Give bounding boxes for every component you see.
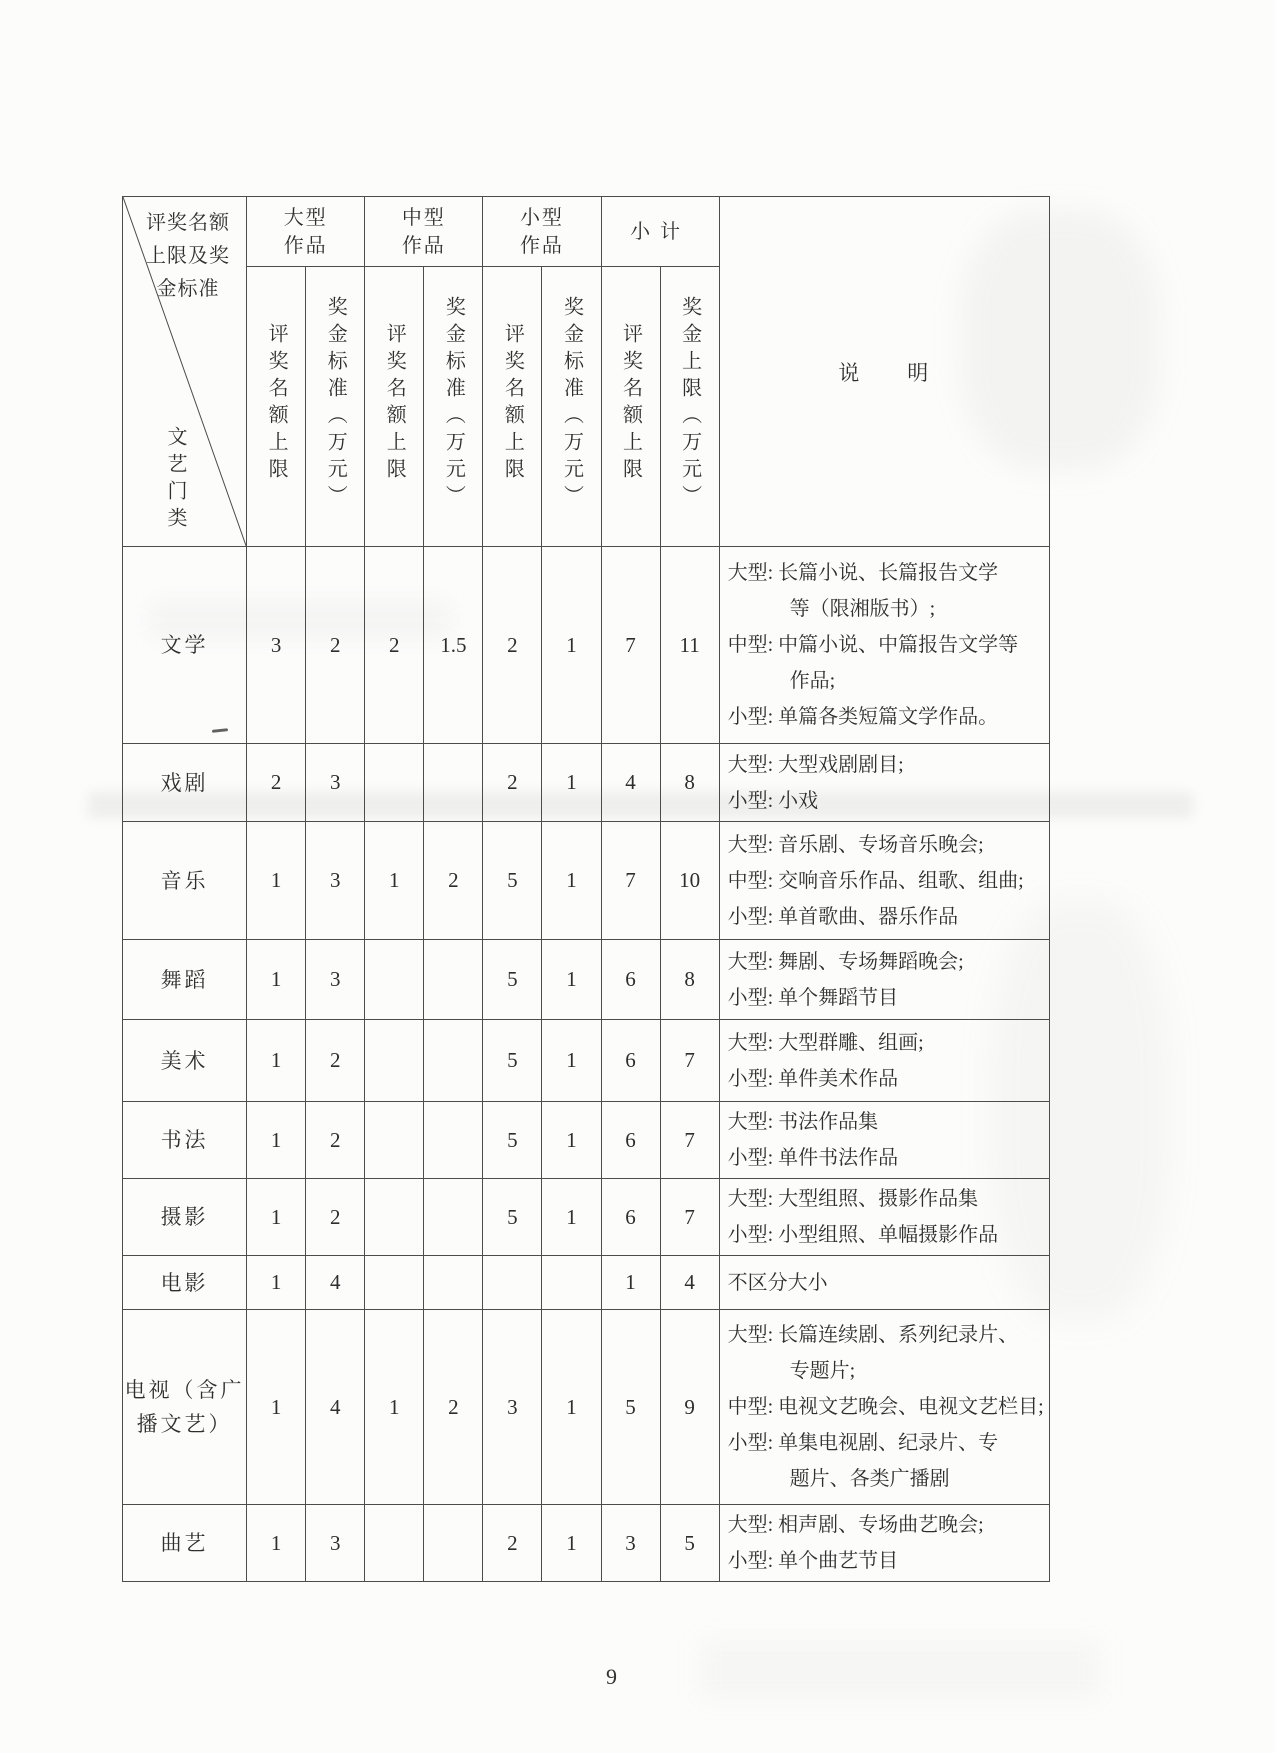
value-cell: 3 [306, 1505, 365, 1582]
value-cell [365, 1505, 424, 1582]
corner-cell [123, 197, 247, 547]
value-cell: 2 [424, 822, 483, 940]
value-cell [424, 1256, 483, 1310]
value-cell: 7 [601, 547, 660, 744]
note-cell: 大型: 大型群雕、组画; 小型: 单件美术作品 [719, 1020, 1049, 1102]
group-header-large: 大型作品 [247, 197, 365, 267]
subheader-prize: 奖金标准（万元） [424, 267, 483, 547]
value-cell [365, 744, 424, 822]
page-number: 9 [606, 1664, 617, 1689]
value-cell: 2 [483, 744, 542, 822]
subheader-quota: 评奖名额上限 [601, 267, 660, 547]
category-cell: 文学 [123, 547, 247, 744]
category-cell: 电影 [123, 1256, 247, 1310]
value-cell: 1 [542, 744, 601, 822]
value-cell: 2 [483, 547, 542, 744]
table-row [123, 1310, 1050, 1505]
value-cell: 11 [660, 547, 719, 744]
value-cell: 1 [247, 822, 306, 940]
category-cell: 美术 [123, 1020, 247, 1102]
value-cell: 6 [601, 1020, 660, 1102]
value-cell: 5 [660, 1505, 719, 1582]
value-cell: 3 [483, 1310, 542, 1505]
value-cell: 1 [542, 547, 601, 744]
note-cell: 大型: 音乐剧、专场音乐晚会; 中型: 交响音乐作品、组歌、组曲; 小型: 单首歌曲、器乐作品 [719, 822, 1049, 940]
value-cell [365, 940, 424, 1020]
value-cell: 2 [306, 1020, 365, 1102]
value-cell: 1 [247, 1505, 306, 1582]
value-cell: 1 [542, 1505, 601, 1582]
value-cell: 1 [365, 822, 424, 940]
table-row [123, 822, 1050, 940]
value-cell [365, 1256, 424, 1310]
note-cell: 大型: 书法作品集 小型: 单件书法作品 [719, 1102, 1049, 1179]
category-cell: 戏剧 [123, 744, 247, 822]
value-cell: 1 [247, 1102, 306, 1179]
note-cell: 大型: 长篇小说、长篇报告文学 等（限湘版书）; 中型: 中篇小说、中篇报告文学等 作品; 小型: 单篇各类短篇文学作品。 [719, 547, 1049, 744]
table-row [123, 940, 1050, 1020]
category-cell: 书法 [123, 1102, 247, 1179]
value-cell: 1 [247, 1020, 306, 1102]
value-cell [424, 1020, 483, 1102]
table-row [123, 744, 1050, 822]
value-cell: 1 [247, 940, 306, 1020]
value-cell: 3 [306, 744, 365, 822]
value-cell: 1 [247, 1256, 306, 1310]
value-cell: 8 [660, 940, 719, 1020]
value-cell [424, 940, 483, 1020]
value-cell: 5 [483, 1179, 542, 1256]
value-cell: 1 [601, 1256, 660, 1310]
value-cell: 5 [483, 1020, 542, 1102]
value-cell: 7 [660, 1020, 719, 1102]
table-row [123, 1256, 1050, 1310]
value-cell: 3 [306, 940, 365, 1020]
value-cell: 9 [660, 1310, 719, 1505]
table-row [123, 1179, 1050, 1256]
value-cell [424, 1179, 483, 1256]
value-cell: 5 [601, 1310, 660, 1505]
value-cell: 7 [601, 822, 660, 940]
value-cell: 2 [483, 1505, 542, 1582]
value-cell: 1 [542, 1179, 601, 1256]
table-row [123, 547, 1050, 744]
value-cell [483, 1256, 542, 1310]
table-row [123, 1505, 1050, 1582]
value-cell: 1.5 [424, 547, 483, 744]
value-cell: 10 [660, 822, 719, 940]
group-header-medium: 中型作品 [365, 197, 483, 267]
value-cell: 1 [542, 940, 601, 1020]
value-cell [542, 1256, 601, 1310]
header-row-groups [123, 197, 1050, 267]
value-cell: 6 [601, 940, 660, 1020]
value-cell [365, 1102, 424, 1179]
value-cell [424, 1505, 483, 1582]
note-cell: 大型: 相声剧、专场曲艺晚会; 小型: 单个曲艺节目 [719, 1505, 1049, 1582]
category-cell: 电视（含广播文艺） [123, 1310, 247, 1505]
value-cell: 5 [483, 822, 542, 940]
note-cell: 大型: 舞剧、专场舞蹈晚会; 小型: 单个舞蹈节目 [719, 940, 1049, 1020]
value-cell: 4 [601, 744, 660, 822]
awards-table [122, 196, 1050, 1582]
value-cell: 3 [306, 822, 365, 940]
value-cell: 8 [660, 744, 719, 822]
value-cell: 2 [306, 1102, 365, 1179]
value-cell: 2 [424, 1310, 483, 1505]
value-cell: 7 [660, 1179, 719, 1256]
note-cell: 大型: 大型组照、摄影作品集 小型: 小型组照、单幅摄影作品 [719, 1179, 1049, 1256]
value-cell: 7 [660, 1102, 719, 1179]
value-cell: 3 [601, 1505, 660, 1582]
value-cell: 1 [542, 822, 601, 940]
corner-title: 评奖名额上限及奖金标准 [146, 212, 230, 300]
category-cell: 摄影 [123, 1179, 247, 1256]
value-cell: 2 [306, 1179, 365, 1256]
value-cell: 1 [542, 1102, 601, 1179]
group-header-subtotal: 小计 [601, 197, 719, 267]
value-cell [365, 1179, 424, 1256]
value-cell [424, 744, 483, 822]
group-header-small: 小型作品 [483, 197, 601, 267]
value-cell: 1 [247, 1310, 306, 1505]
value-cell: 1 [365, 1310, 424, 1505]
value-cell: 4 [660, 1256, 719, 1310]
subheader-quota: 评奖名额上限 [483, 267, 542, 547]
category-cell: 音乐 [123, 822, 247, 940]
note-cell: 大型: 大型戏剧剧目; 小型: 小戏 [719, 744, 1049, 822]
value-cell [365, 1020, 424, 1102]
note-cell: 不区分大小 [719, 1256, 1049, 1310]
note-header: 说 明 [719, 197, 1049, 547]
value-cell: 1 [247, 1179, 306, 1256]
value-cell: 6 [601, 1102, 660, 1179]
value-cell: 2 [365, 547, 424, 744]
value-cell: 4 [306, 1256, 365, 1310]
subheader-prize-limit: 奖金上限（万元） [660, 267, 719, 547]
subheader-prize: 奖金标准（万元） [542, 267, 601, 547]
table-row [123, 1102, 1050, 1179]
category-cell: 舞蹈 [123, 940, 247, 1020]
subheader-prize: 奖金标准（万元） [306, 267, 365, 547]
corner-category-label: 文艺门类 [164, 426, 186, 534]
value-cell: 4 [306, 1310, 365, 1505]
note-cell: 大型: 长篇连续剧、系列纪录片、 专题片; 中型: 电视文艺晚会、电视文艺栏目; 小型: 单集电视剧、纪录片、专 题片、各类广播剧 [719, 1310, 1049, 1505]
value-cell: 1 [542, 1020, 601, 1102]
value-cell: 3 [247, 547, 306, 744]
value-cell [424, 1102, 483, 1179]
value-cell: 6 [601, 1179, 660, 1256]
category-cell: 曲艺 [123, 1505, 247, 1582]
value-cell: 2 [247, 744, 306, 822]
scan-artifact [700, 1640, 1100, 1700]
value-cell: 5 [483, 940, 542, 1020]
value-cell: 2 [306, 547, 365, 744]
value-cell: 5 [483, 1102, 542, 1179]
subheader-quota: 评奖名额上限 [247, 267, 306, 547]
value-cell: 1 [542, 1310, 601, 1505]
subheader-quota: 评奖名额上限 [365, 267, 424, 547]
table-row [123, 1020, 1050, 1102]
